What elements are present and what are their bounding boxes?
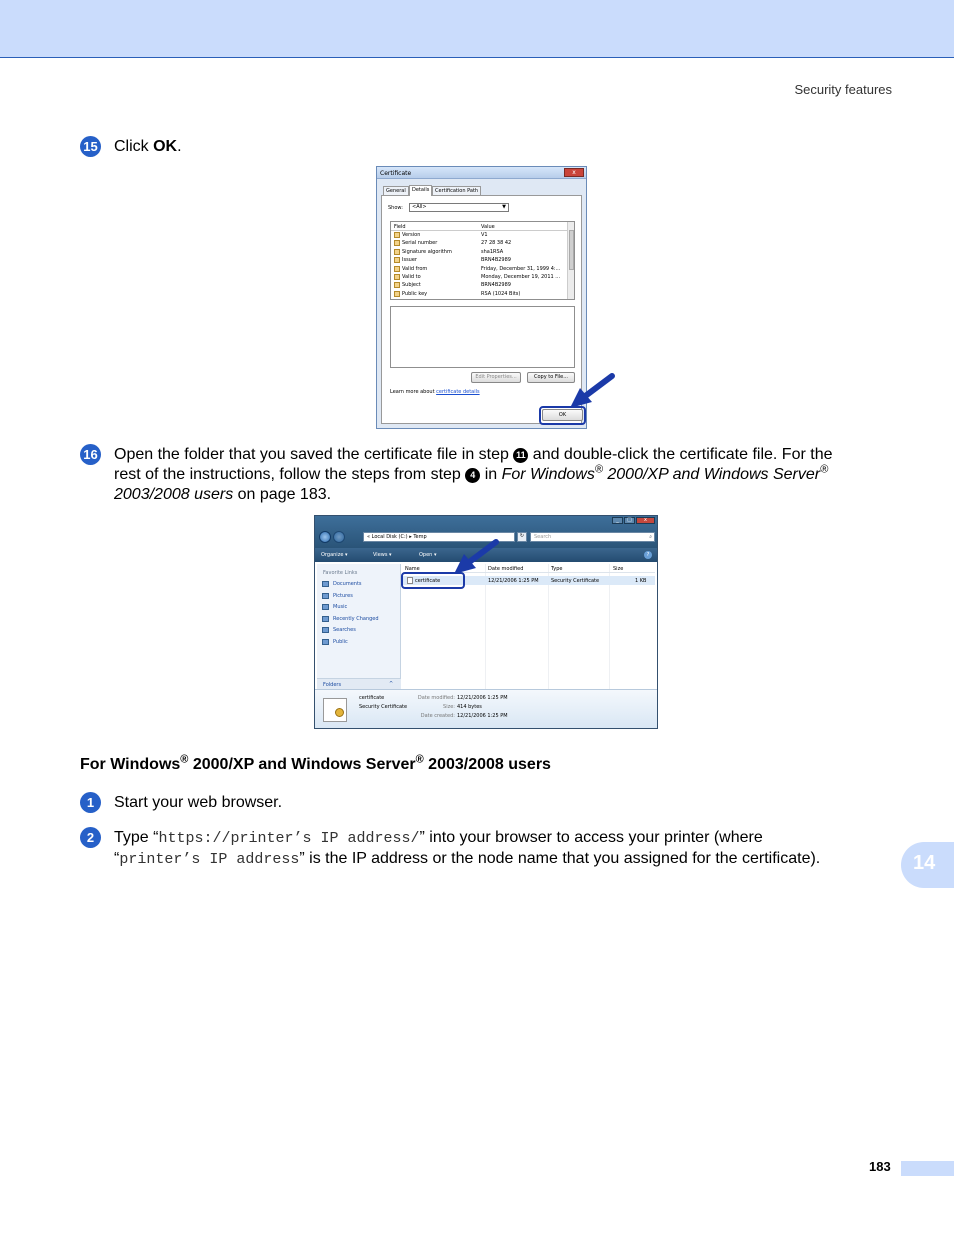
step-1-badge: 1	[80, 792, 101, 813]
search-input[interactable]: Search ⌕	[530, 532, 655, 542]
page-number: 183	[869, 1159, 891, 1174]
certificate-dialog-screenshot	[376, 166, 587, 429]
ok-button[interactable]: OK	[542, 409, 583, 421]
step-2-line2: “printer’s IP address” is the IP address or the node name that you assigned for the certificate).	[114, 850, 821, 868]
cert-field-row[interactable]	[391, 248, 574, 256]
col-size[interactable]: Size	[613, 566, 624, 572]
field-name: Subject	[402, 282, 421, 289]
copy-to-file-button[interactable]: Copy to File...	[527, 372, 575, 383]
page-number-bar	[901, 1161, 954, 1176]
url-example: https://printer’s IP address/	[158, 830, 420, 847]
cert-close-button[interactable]: x	[564, 168, 584, 177]
help-icon[interactable]: ?	[644, 551, 652, 559]
field-name: Version	[402, 232, 421, 238]
address-bar[interactable]: « Local Disk (C:) ▸ Temp	[363, 532, 515, 542]
step-16-line3: 2003/2008 users on page 183.	[114, 486, 332, 503]
col-value: Value	[481, 224, 495, 230]
ok-bold: OK	[153, 138, 178, 155]
step-15-badge: 15	[80, 136, 101, 157]
step-16-line1: Open the folder that you saved the certificate file in step 11 and double-click the certificate file. For the	[114, 446, 833, 463]
favorite-link-public[interactable]: Public	[333, 639, 348, 645]
callout-arrow-icon	[450, 536, 502, 576]
favorite-link-music[interactable]: Music	[333, 604, 347, 610]
show-select[interactable]: <All> ▼	[409, 203, 509, 212]
refresh-icon[interactable]: ↻	[517, 532, 527, 542]
col-field: Field	[394, 224, 406, 230]
field-icon	[394, 282, 400, 288]
field-icon	[394, 274, 400, 280]
field-icon	[394, 232, 400, 238]
step-16-line2: rest of the instructions, follow the steps from step 4 in For Windows® 2000/XP and Windows Server®	[114, 463, 829, 483]
edit-properties-button[interactable]: Edit Properties...	[471, 372, 521, 383]
show-label: Show:	[388, 205, 403, 211]
forward-icon[interactable]	[333, 531, 345, 543]
col-name[interactable]: Name	[405, 566, 420, 572]
favorite-links-label: Favorite Links	[323, 570, 358, 576]
cert-title: Certificate	[380, 170, 412, 177]
step-2-badge: 2	[80, 827, 101, 848]
tab-general[interactable]: General	[383, 186, 409, 195]
step-11-ref: 11	[513, 448, 528, 463]
field-icon	[394, 266, 400, 272]
chevron-up-icon: ^	[389, 681, 394, 687]
details-name: certificate	[359, 695, 385, 701]
details-date-modified: 12/21/2006 1:25 PM	[457, 695, 508, 701]
cert-field-row[interactable]	[391, 273, 574, 281]
tab-details[interactable]: Details	[409, 185, 432, 196]
navigation-pane	[317, 564, 401, 689]
cert-titlebar	[377, 167, 586, 179]
organize-button[interactable]: Organize ▾	[321, 552, 348, 558]
folder-icon	[322, 627, 329, 633]
field-icon	[394, 240, 400, 246]
field-value: Monday, December 19, 2011 ...	[481, 273, 561, 280]
field-name: Valid to	[402, 273, 421, 280]
folder-icon	[322, 616, 329, 622]
step-4-ref: 4	[465, 468, 480, 483]
favorite-link-recently-changed[interactable]: Recently Changed	[333, 616, 379, 622]
folder-icon	[322, 604, 329, 610]
details-date-modified-label: Date modified:	[417, 695, 455, 701]
details-date-created: 12/21/2006 1:25 PM	[457, 713, 508, 719]
step-15-text: Click OK.	[114, 138, 182, 155]
cert-list-scrollbar[interactable]	[567, 222, 574, 299]
field-name: Issuer	[402, 257, 417, 264]
field-icon	[394, 257, 400, 263]
close-button[interactable]: x	[636, 517, 655, 524]
field-value: sha1RSA	[481, 248, 504, 255]
details-date-created-label: Date created:	[420, 713, 455, 719]
folder-icon	[322, 581, 329, 587]
file-name: certificate	[415, 578, 441, 584]
file-date: 12/21/2006 1:25 PM	[488, 578, 539, 584]
favorite-link-pictures[interactable]: Pictures	[333, 593, 353, 599]
details-size-label: Size:	[443, 704, 455, 710]
minimize-button[interactable]: _	[612, 517, 623, 524]
field-value: V1	[481, 232, 488, 238]
cert-field-row[interactable]	[391, 256, 574, 264]
open-button[interactable]: Open ▾	[419, 552, 437, 558]
learn-more-text: Learn more about certificate details	[390, 389, 480, 395]
seal-icon	[335, 708, 344, 717]
file-size: 1 KB	[635, 578, 647, 584]
cert-value-box	[390, 306, 575, 368]
col-type[interactable]: Type	[551, 566, 563, 572]
file-type: Security Certificate	[551, 578, 600, 584]
favorite-link-documents[interactable]: Documents	[333, 581, 362, 587]
cert-field-row[interactable]	[391, 281, 574, 289]
search-icon: ⌕	[649, 534, 652, 540]
certificate-details-link[interactable]: certificate details	[436, 389, 480, 395]
cert-field-row[interactable]	[391, 265, 574, 273]
cert-field-row[interactable]	[391, 231, 574, 239]
field-name: Public key	[402, 290, 428, 297]
col-date-modified[interactable]: Date modified	[488, 566, 524, 572]
field-icon	[394, 249, 400, 255]
details-size: 414 bytes	[457, 704, 482, 710]
details-pane	[315, 689, 657, 729]
field-value: BRN4B2989	[481, 282, 511, 289]
cert-field-row[interactable]	[391, 239, 574, 247]
field-value: RSA (1024 Bits)	[481, 290, 521, 297]
folders-toggle[interactable]: Folders ^	[317, 678, 401, 689]
cert-field-list[interactable]	[390, 221, 575, 300]
field-icon	[394, 291, 400, 297]
maximize-button[interactable]: □	[624, 517, 635, 524]
field-name: Valid from	[402, 265, 428, 272]
field-value: BRN4B2989	[481, 257, 511, 264]
back-icon[interactable]	[319, 531, 331, 543]
folder-icon	[322, 593, 329, 599]
folder-icon	[322, 639, 329, 645]
step-16-badge: 16	[80, 444, 101, 465]
step-1-text: Start your web browser.	[114, 794, 283, 811]
details-kind: Security Certificate	[359, 704, 408, 710]
chapter-tab: 14	[901, 842, 954, 888]
callout-arrow-icon	[566, 370, 618, 410]
windows-users-subheading: For Windows® 2000/XP and Windows Server® 2003/2008 users	[80, 753, 551, 773]
field-name: Signature algorithm	[402, 248, 452, 255]
favorite-link-searches[interactable]: Searches	[333, 627, 356, 633]
field-value: 27 28 38 42	[481, 240, 512, 247]
top-band	[0, 0, 954, 58]
cert-field-row[interactable]	[391, 290, 574, 298]
step-2-line1: Type “https://printer’s IP address/” into your browser to access your printer (where	[114, 829, 763, 847]
views-button[interactable]: Views ▾	[373, 552, 392, 558]
printer-ip-example: printer’s IP address	[119, 851, 300, 868]
field-name: Serial number	[402, 240, 438, 247]
tab-certification-path[interactable]: Certification Path	[432, 186, 481, 195]
field-value: Friday, December 31, 1999 4:...	[481, 265, 561, 272]
section-title: Security features	[794, 82, 892, 97]
cert-details-panel	[381, 195, 582, 424]
chevron-down-icon: ▼	[502, 204, 506, 210]
